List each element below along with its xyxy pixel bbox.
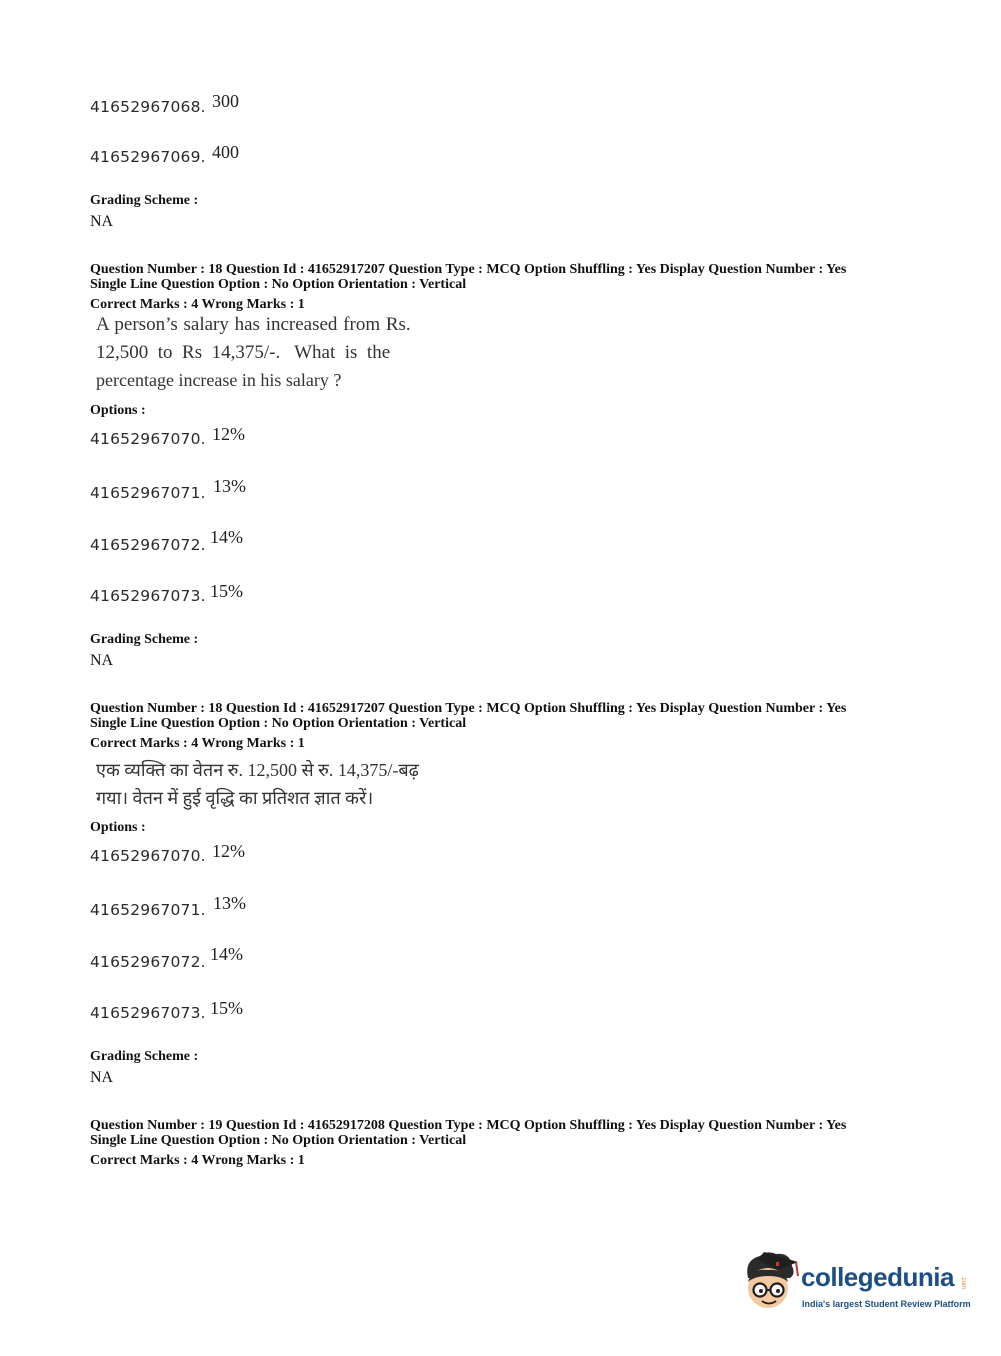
option-value: 14% [210, 944, 243, 964]
option-id: 41652967072. [90, 536, 206, 554]
options-label: Options : [90, 820, 146, 835]
options-label: Options : [90, 403, 146, 418]
question-header: Question Number : 19 Question Id : 41652917208 Question Type : MCQ Option Shuffling : Yes Display Question Number : Yes [90, 1118, 847, 1133]
question-header: Question Number : 18 Question Id : 41652917207 Question Type : MCQ Option Shuffling : Yes Display Question Number : Yes [90, 701, 847, 716]
collegedunia-logo [738, 1248, 970, 1318]
question-text-line: एक व्यक्ति का वेतन रु. 12,500 से रु. 14,375/-बढ़ [96, 760, 419, 780]
option-value: 400 [212, 142, 239, 162]
grading-scheme-value: NA [90, 1069, 114, 1086]
option-id: 41652967070. [90, 847, 206, 865]
option-id: 41652967073. [90, 1004, 206, 1022]
option-value: 12% [212, 424, 245, 444]
question-text-line: percentage increase in his salary ? [96, 370, 342, 390]
question-text-line: A person’s salary has increased from Rs. [96, 314, 411, 335]
option-value: 12% [212, 841, 245, 861]
grading-scheme-label: Grading Scheme : [90, 1049, 199, 1064]
grading-scheme-value: NA [90, 652, 114, 669]
grading-scheme-label: Grading Scheme : [90, 632, 199, 647]
option-id: 41652967073. [90, 587, 206, 605]
option-id: 41652967072. [90, 953, 206, 971]
grading-scheme-value: NA [90, 213, 114, 230]
option-id: 41652967070. [90, 430, 206, 448]
option-id: 41652967071. [90, 484, 206, 502]
option-value: 15% [210, 581, 243, 601]
question-header: Question Number : 18 Question Id : 41652917207 Question Type : MCQ Option Shuffling : Yes Display Question Number : Yes [90, 262, 847, 277]
logo-tagline: India's largest Student Review Platform [802, 1299, 971, 1309]
question-header-options: Single Line Question Option : No Option Orientation : Vertical [90, 716, 467, 731]
logo-com-text: .com [960, 1276, 966, 1290]
question-marks: Correct Marks : 4 Wrong Marks : 1 [90, 1153, 305, 1168]
option-value: 13% [213, 893, 246, 913]
option-id: 41652967071. [90, 901, 206, 919]
logo-brand-text: collegedunia [801, 1262, 954, 1292]
question-header-options: Single Line Question Option : No Option Orientation : Vertical [90, 277, 467, 292]
question-header-options: Single Line Question Option : No Option Orientation : Vertical [90, 1133, 467, 1148]
question-marks: Correct Marks : 4 Wrong Marks : 1 [90, 297, 305, 312]
option-value: 15% [210, 998, 243, 1018]
mascot-icon [738, 1248, 800, 1314]
option-value: 14% [210, 527, 243, 547]
option-id: 41652967068. [90, 98, 206, 116]
question-text-line: 12,500 to Rs 14,375/-. What is the [96, 342, 391, 363]
option-value: 300 [212, 91, 239, 111]
question-marks: Correct Marks : 4 Wrong Marks : 1 [90, 736, 305, 751]
question-text-line: गया। वेतन में हुई वृद्धि का प्रतिशत ज्ञात करें। [96, 788, 374, 808]
option-value: 13% [213, 476, 246, 496]
grading-scheme-label: Grading Scheme : [90, 193, 199, 208]
option-id: 41652967069. [90, 148, 206, 166]
